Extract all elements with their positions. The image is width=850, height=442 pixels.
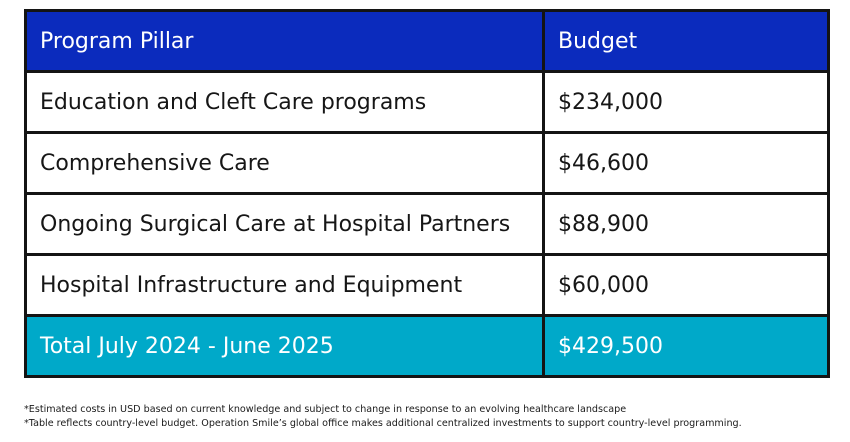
- row-pillar-cell: Hospital Infrastructure and Equipment: [26, 255, 544, 316]
- footnotes: [24, 403, 742, 431]
- row-budget-cell: $88,900: [544, 194, 829, 255]
- total-value: $429,500: [544, 316, 829, 377]
- table-row: [26, 255, 829, 316]
- header-budget: Budget: [544, 11, 829, 72]
- row-budget-cell: $60,000: [544, 255, 829, 316]
- table-row: [26, 194, 829, 255]
- table-header-row: [26, 11, 829, 72]
- row-budget-cell: $46,600: [544, 133, 829, 194]
- budget-table: [24, 9, 830, 378]
- footnote-country-level: *Table reflects country-level budget. Operation Smile’s global office makes additional centralized investments to support country-level programming.: [24, 418, 742, 429]
- table-row: [26, 133, 829, 194]
- footnote-estimated-costs: *Estimated costs in USD based on current knowledge and subject to change in response to an evolving healthcare landscape: [24, 404, 627, 415]
- total-label: Total July 2024 - June 2025: [26, 316, 544, 377]
- header-program-pillar: Program Pillar: [26, 11, 544, 72]
- row-budget-cell: $234,000: [544, 72, 829, 133]
- total-row: [26, 316, 829, 377]
- row-pillar-cell: Education and Cleft Care programs: [26, 72, 544, 133]
- table-row: [26, 72, 829, 133]
- row-pillar-cell: Comprehensive Care: [26, 133, 544, 194]
- row-pillar-cell: Ongoing Surgical Care at Hospital Partners: [26, 194, 544, 255]
